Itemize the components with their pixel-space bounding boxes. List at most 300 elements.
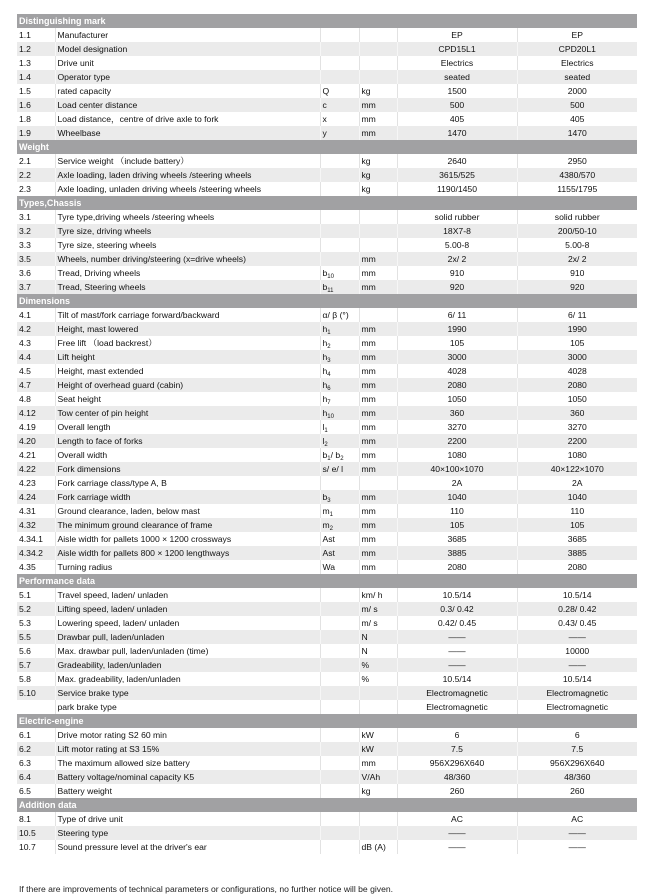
spec-row (17, 266, 637, 280)
spec-row (17, 252, 637, 266)
item-number: 6.3 (17, 756, 55, 770)
item-symbol (320, 154, 359, 168)
item-unit: mm (359, 462, 397, 476)
value-model-2: CPD20L1 (517, 42, 637, 56)
value-model-1: 956X296X640 (397, 756, 517, 770)
item-unit: kW (359, 742, 397, 756)
item-description: The minimum ground clearance of frame (55, 518, 320, 532)
spec-row (17, 462, 637, 476)
section-header (17, 574, 637, 588)
symbol-subscript: 1 (327, 330, 331, 336)
symbol-text: x (322, 114, 327, 124)
spec-row (17, 56, 637, 70)
value-model-2: 10.5/14 (562, 674, 592, 684)
spec-row (17, 756, 637, 770)
symbol-text: Ast (322, 534, 335, 544)
item-unit (359, 210, 397, 224)
item-symbol (320, 616, 359, 630)
item-unit: % (359, 658, 397, 672)
symbol-subscript: 4 (327, 372, 331, 378)
item-symbol (320, 826, 359, 840)
item-description: Fork carriage width (55, 490, 320, 504)
value-model-2: 3270 (567, 422, 587, 432)
item-unit: m/ s (359, 616, 397, 630)
spec-row (17, 224, 637, 238)
item-unit (359, 238, 397, 252)
item-description: Aisle width for pallets 800 × 1200 lengthways (55, 546, 320, 560)
value-model-1: 1080 (397, 448, 517, 462)
spec-row (17, 728, 637, 742)
spec-row (17, 154, 637, 168)
spec-row (17, 448, 637, 462)
item-number: 1.8 (17, 112, 55, 126)
symbol-subscript: 7 (327, 400, 331, 406)
item-number: 4.21 (17, 448, 55, 462)
value-model-1: 500 (397, 98, 517, 112)
item-description: Tow center of pin height (55, 406, 320, 420)
symbol-text: h (322, 394, 328, 404)
item-description: Tyre size, steering wheels (55, 238, 320, 252)
value-model-1: 3685 (397, 532, 517, 546)
item-description: Lift height (55, 350, 320, 364)
item-number: 4.2 (17, 322, 55, 336)
item-symbol (320, 336, 359, 350)
symbol-text: h (322, 366, 328, 376)
item-description: Fork dimensions (55, 462, 320, 476)
item-symbol (320, 770, 359, 784)
value-model-2: 4028 (567, 366, 587, 376)
spec-row (17, 560, 637, 574)
spec-table (17, 14, 637, 854)
value-model-2: 2000 (567, 86, 587, 96)
item-number: 5.3 (17, 616, 55, 630)
item-number: 1.9 (17, 126, 55, 140)
spec-row (17, 112, 637, 126)
symbol-text: c (322, 100, 327, 110)
value-model-2: 2950 (567, 156, 587, 166)
value-model-1: Electromagnetic (397, 700, 517, 714)
value-model-2: 10.5/14 (562, 590, 592, 600)
item-description: Steering type (55, 826, 320, 840)
item-description: Tread, Driving wheels (55, 266, 320, 280)
value-model-1: 4028 (397, 364, 517, 378)
value-model-1: 3270 (397, 420, 517, 434)
item-symbol (320, 84, 359, 98)
item-number: 1.4 (17, 70, 55, 84)
item-symbol (320, 112, 359, 126)
item-symbol (320, 42, 359, 56)
symbol-subscript: 3 (327, 498, 331, 504)
item-symbol (320, 728, 359, 742)
symbol-text: b (322, 450, 328, 460)
item-unit (359, 686, 397, 700)
item-number: 3.5 (17, 252, 55, 266)
spec-table-body (17, 14, 637, 854)
item-symbol (320, 56, 359, 70)
item-symbol (320, 672, 359, 686)
value-model-2: 0.43/ 0.45 (558, 618, 597, 628)
item-symbol (320, 784, 359, 798)
item-number: 4.19 (17, 420, 55, 434)
symbol-text: α/ β (°) (322, 310, 349, 320)
item-number: 5.8 (17, 672, 55, 686)
value-model-1: 6 (397, 728, 517, 742)
value-model-2: 920 (517, 280, 637, 294)
value-model-1: 920 (397, 280, 517, 294)
spec-row (17, 546, 637, 560)
value-model-1: 40×100×1070 (397, 462, 517, 476)
symbol-text: h (322, 380, 328, 390)
symbol-subscript: 1 (329, 512, 334, 518)
item-symbol (320, 252, 359, 266)
value-model-2: 3885 (517, 546, 637, 560)
item-number: 4.20 (17, 434, 55, 448)
item-unit: kW (359, 728, 397, 742)
item-number: 4.23 (17, 476, 55, 490)
item-unit: V/Ah (359, 770, 397, 784)
item-number: 2.3 (17, 182, 55, 196)
item-description: Wheels, number driving/steering (x=drive wheels) (55, 252, 320, 266)
item-description: Tyre type,driving wheels /steering wheels (55, 210, 320, 224)
value-model-1: —— (397, 658, 517, 672)
item-description: Axle loading, laden driving wheels /steering wheels (55, 168, 320, 182)
item-description: Load distance，centre of drive axle to fork (55, 112, 320, 126)
value-model-1: 105 (397, 518, 517, 532)
spec-row (17, 364, 637, 378)
spec-row (17, 700, 637, 714)
value-model-2: 200/50-10 (517, 224, 637, 238)
item-description: Max. drawbar pull, laden/unladen (time) (55, 644, 320, 658)
symbol-text: y (322, 128, 327, 138)
spec-row (17, 658, 637, 672)
item-unit: mm (359, 434, 397, 448)
item-unit: % (359, 672, 397, 686)
item-symbol (320, 448, 359, 462)
item-number: 4.34.1 (17, 532, 55, 546)
item-symbol (320, 280, 359, 294)
item-symbol (320, 98, 359, 112)
symbol-text: h (322, 338, 328, 348)
value-model-1: 1470 (397, 126, 517, 140)
item-symbol (320, 490, 359, 504)
spec-row (17, 588, 637, 602)
value-model-2: 10000 (565, 646, 590, 656)
item-unit: mm (359, 546, 397, 560)
spec-row (17, 420, 637, 434)
item-unit: mm (359, 336, 397, 350)
value-model-1: 1990 (397, 322, 517, 336)
spec-row (17, 490, 637, 504)
item-unit: mm (359, 532, 397, 546)
item-symbol (320, 308, 359, 322)
item-unit (359, 42, 397, 56)
spec-row (17, 42, 637, 56)
value-model-1: —— (397, 826, 517, 840)
section-title: Dimensions (17, 294, 637, 308)
item-number: 1.1 (17, 28, 55, 42)
spec-row (17, 602, 637, 616)
item-symbol (320, 28, 359, 42)
item-unit (359, 224, 397, 238)
value-model-1: —— (397, 840, 517, 854)
item-number: 5.5 (17, 630, 55, 644)
item-unit: mm (359, 518, 397, 532)
item-description: Lowering speed, laden/ unladen (55, 616, 320, 630)
item-number: 4.35 (17, 560, 55, 574)
item-description: Drive motor rating S2 60 min (55, 728, 320, 742)
spec-row (17, 616, 637, 630)
item-description: Travel speed, laden/ unladen (55, 588, 320, 602)
item-description: Sound pressure level at the driver's ear (55, 840, 320, 854)
item-symbol (320, 392, 359, 406)
value-model-2: 5.00-8 (565, 240, 590, 250)
section-title: Types,Chassis (17, 196, 637, 210)
value-model-2: 360 (517, 406, 637, 420)
item-number: 3.6 (17, 266, 55, 280)
item-symbol (320, 420, 359, 434)
item-unit: mm (359, 406, 397, 420)
symbol-text: b (322, 268, 328, 278)
item-unit (359, 826, 397, 840)
symbol-text: Wa (322, 562, 336, 572)
value-model-2: 1155/1795 (557, 184, 598, 194)
value-model-1: 3885 (397, 546, 517, 560)
symbol-text: Q (322, 86, 330, 96)
value-model-2: 105 (517, 518, 637, 532)
item-description: Axle loading, unladen driving wheels /steering wheels (55, 182, 320, 196)
item-symbol (320, 518, 359, 532)
item-unit: mm (359, 126, 397, 140)
item-unit (359, 812, 397, 826)
item-number: 6.2 (17, 742, 55, 756)
item-number: 3.7 (17, 280, 55, 294)
item-symbol (320, 378, 359, 392)
item-unit (359, 28, 397, 42)
value-model-1: 2080 (397, 560, 517, 574)
value-model-2: 7.5 (517, 742, 637, 756)
spec-row (17, 630, 637, 644)
value-model-1: EP (397, 28, 517, 42)
value-model-2: 405 (570, 114, 585, 124)
item-symbol (320, 126, 359, 140)
item-number: 3.2 (17, 224, 55, 238)
item-number: 4.3 (17, 336, 55, 350)
value-model-2: 1080 (567, 450, 587, 460)
spec-row (17, 28, 637, 42)
footnote: If there are improvements of technical parameters or configurations, no further notice will be given. (19, 884, 394, 894)
item-unit: mm (359, 112, 397, 126)
spec-row (17, 350, 637, 364)
value-model-2: Electromagnetic (517, 686, 637, 700)
value-model-1: 2x/ 2 (397, 252, 517, 266)
value-model-1: 110 (397, 504, 517, 518)
item-unit: mm (359, 280, 397, 294)
item-symbol (320, 588, 359, 602)
spec-row (17, 336, 637, 350)
value-model-2: solid rubber (554, 212, 600, 222)
value-model-1: Electromagnetic (397, 686, 517, 700)
value-model-2: 6/ 11 (568, 310, 587, 320)
value-model-2: 2A (572, 478, 583, 488)
spec-row (17, 686, 637, 700)
item-number: 3.3 (17, 238, 55, 252)
value-model-2: 40×122×1070 (517, 462, 637, 476)
symbol-subscript: 1 (327, 456, 331, 462)
symbol-text: m (322, 520, 330, 530)
value-model-2: 1050 (567, 394, 587, 404)
value-model-2: —— (517, 658, 637, 672)
value-model-2: 0.28/ 0.42 (517, 602, 637, 616)
item-number: 1.2 (17, 42, 55, 56)
item-symbol (320, 462, 359, 476)
value-model-2: 910 (570, 268, 585, 278)
item-symbol (320, 602, 359, 616)
value-model-2: Electrics (561, 58, 594, 68)
item-unit: km/ h (359, 588, 397, 602)
item-number: 4.24 (17, 490, 55, 504)
value-model-2: 956X296X640 (550, 758, 605, 768)
value-model-2: —— (517, 826, 637, 840)
item-number: 4.7 (17, 378, 55, 392)
spec-row (17, 784, 637, 798)
value-model-2: —— (568, 842, 586, 852)
value-model-1: 3615/525 (397, 168, 517, 182)
item-number: 4.4 (17, 350, 55, 364)
item-symbol (320, 224, 359, 238)
item-description: park brake type (55, 700, 320, 714)
item-number: 2.1 (17, 154, 55, 168)
value-model-1: 405 (397, 112, 517, 126)
item-unit: m/ s (359, 602, 397, 616)
item-number: 4.22 (17, 462, 55, 476)
item-description: Length to face of forks (55, 434, 320, 448)
symbol-text: Ast (322, 548, 335, 558)
value-model-2: 110 (570, 506, 585, 516)
value-model-1: —— (397, 630, 517, 644)
item-unit: mm (359, 756, 397, 770)
value-model-1: 5.00-8 (397, 238, 517, 252)
value-model-1: 2A (397, 476, 517, 490)
value-model-1: 10.5/14 (397, 672, 517, 686)
symbol-subscript: 2 (340, 456, 344, 462)
spec-row (17, 532, 637, 546)
item-symbol (320, 364, 359, 378)
item-description: Tyre size, driving wheels (55, 224, 320, 238)
symbol-subscript: 3 (327, 358, 331, 364)
spec-row (17, 770, 637, 784)
section-title: Electric-engine (17, 714, 637, 728)
item-unit: mm (359, 266, 397, 280)
item-number: 4.12 (17, 406, 55, 420)
item-description: Seat height (55, 392, 320, 406)
symbol-text: / b (330, 450, 341, 460)
value-model-2: 105 (570, 338, 585, 348)
item-number: 1.6 (17, 98, 55, 112)
value-model-1: 10.5/14 (397, 588, 517, 602)
section-header (17, 14, 637, 28)
symbol-text: l (322, 436, 325, 446)
section-title: Performance data (17, 574, 637, 588)
value-model-2: Electromagnetic (546, 702, 609, 712)
symbol-text: m (322, 506, 330, 516)
value-model-1: 2200 (397, 434, 517, 448)
item-description: Turning radius (55, 560, 320, 574)
value-model-1: 1050 (397, 392, 517, 406)
item-unit: mm (359, 392, 397, 406)
item-description: Ground clearance, laden, below mast (55, 504, 320, 518)
symbol-subscript: 2 (327, 344, 331, 350)
item-number: 1.5 (17, 84, 55, 98)
symbol-subscript: 6 (327, 386, 331, 392)
item-description: Height of overhead guard (cabin) (55, 378, 320, 392)
spec-row (17, 308, 637, 322)
item-unit: N (359, 644, 397, 658)
item-description: Tread, Steering wheels (55, 280, 320, 294)
item-symbol (320, 406, 359, 420)
item-description: Fork carriage class/type A, B (55, 476, 320, 490)
symbol-subscript: 10 (327, 414, 334, 420)
value-model-1: 1190/1450 (397, 182, 517, 196)
item-unit: mm (359, 378, 397, 392)
item-number: 1.3 (17, 56, 55, 70)
item-number: 4.34.2 (17, 546, 55, 560)
item-number: 10.5 (17, 826, 55, 840)
item-symbol (320, 644, 359, 658)
spec-row (17, 210, 637, 224)
symbol-text: s/ e/ l (322, 464, 344, 474)
item-number: 4.31 (17, 504, 55, 518)
spec-row (17, 840, 637, 854)
spec-row (17, 70, 637, 84)
item-symbol (320, 630, 359, 644)
item-number: 3.1 (17, 210, 55, 224)
spec-row (17, 672, 637, 686)
spec-row (17, 168, 637, 182)
section-header (17, 294, 637, 308)
value-model-1: 1500 (397, 84, 517, 98)
item-unit: mm (359, 490, 397, 504)
item-unit: mm (359, 420, 397, 434)
item-symbol (320, 560, 359, 574)
value-model-1: CPD15L1 (397, 42, 517, 56)
item-symbol (320, 266, 359, 280)
item-description: Height, mast lowered (55, 322, 320, 336)
value-model-1: 360 (397, 406, 517, 420)
section-header (17, 714, 637, 728)
value-model-1: 105 (397, 336, 517, 350)
value-model-1: AC (397, 812, 517, 826)
value-model-2: seated (517, 70, 637, 84)
value-model-1: 0.42/ 0.45 (397, 616, 517, 630)
item-number: 5.7 (17, 658, 55, 672)
item-description: Service weight （include battery） (55, 154, 320, 168)
value-model-1: Electrics (397, 56, 517, 70)
section-title: Addition data (17, 798, 637, 812)
value-model-2: 3000 (517, 350, 637, 364)
item-description: Lift motor rating at S3 15% (55, 742, 320, 756)
item-description: Aisle width for pallets 1000 × 1200 crossways (55, 532, 320, 546)
item-number (17, 700, 55, 714)
item-symbol (320, 756, 359, 770)
item-unit: kg (359, 168, 397, 182)
spec-row (17, 84, 637, 98)
section-header (17, 140, 637, 154)
item-unit: kg (359, 84, 397, 98)
value-model-2: 6 (574, 730, 580, 740)
value-model-2: —— (517, 630, 637, 644)
spec-row (17, 392, 637, 406)
item-description: Type of drive unit (55, 812, 320, 826)
